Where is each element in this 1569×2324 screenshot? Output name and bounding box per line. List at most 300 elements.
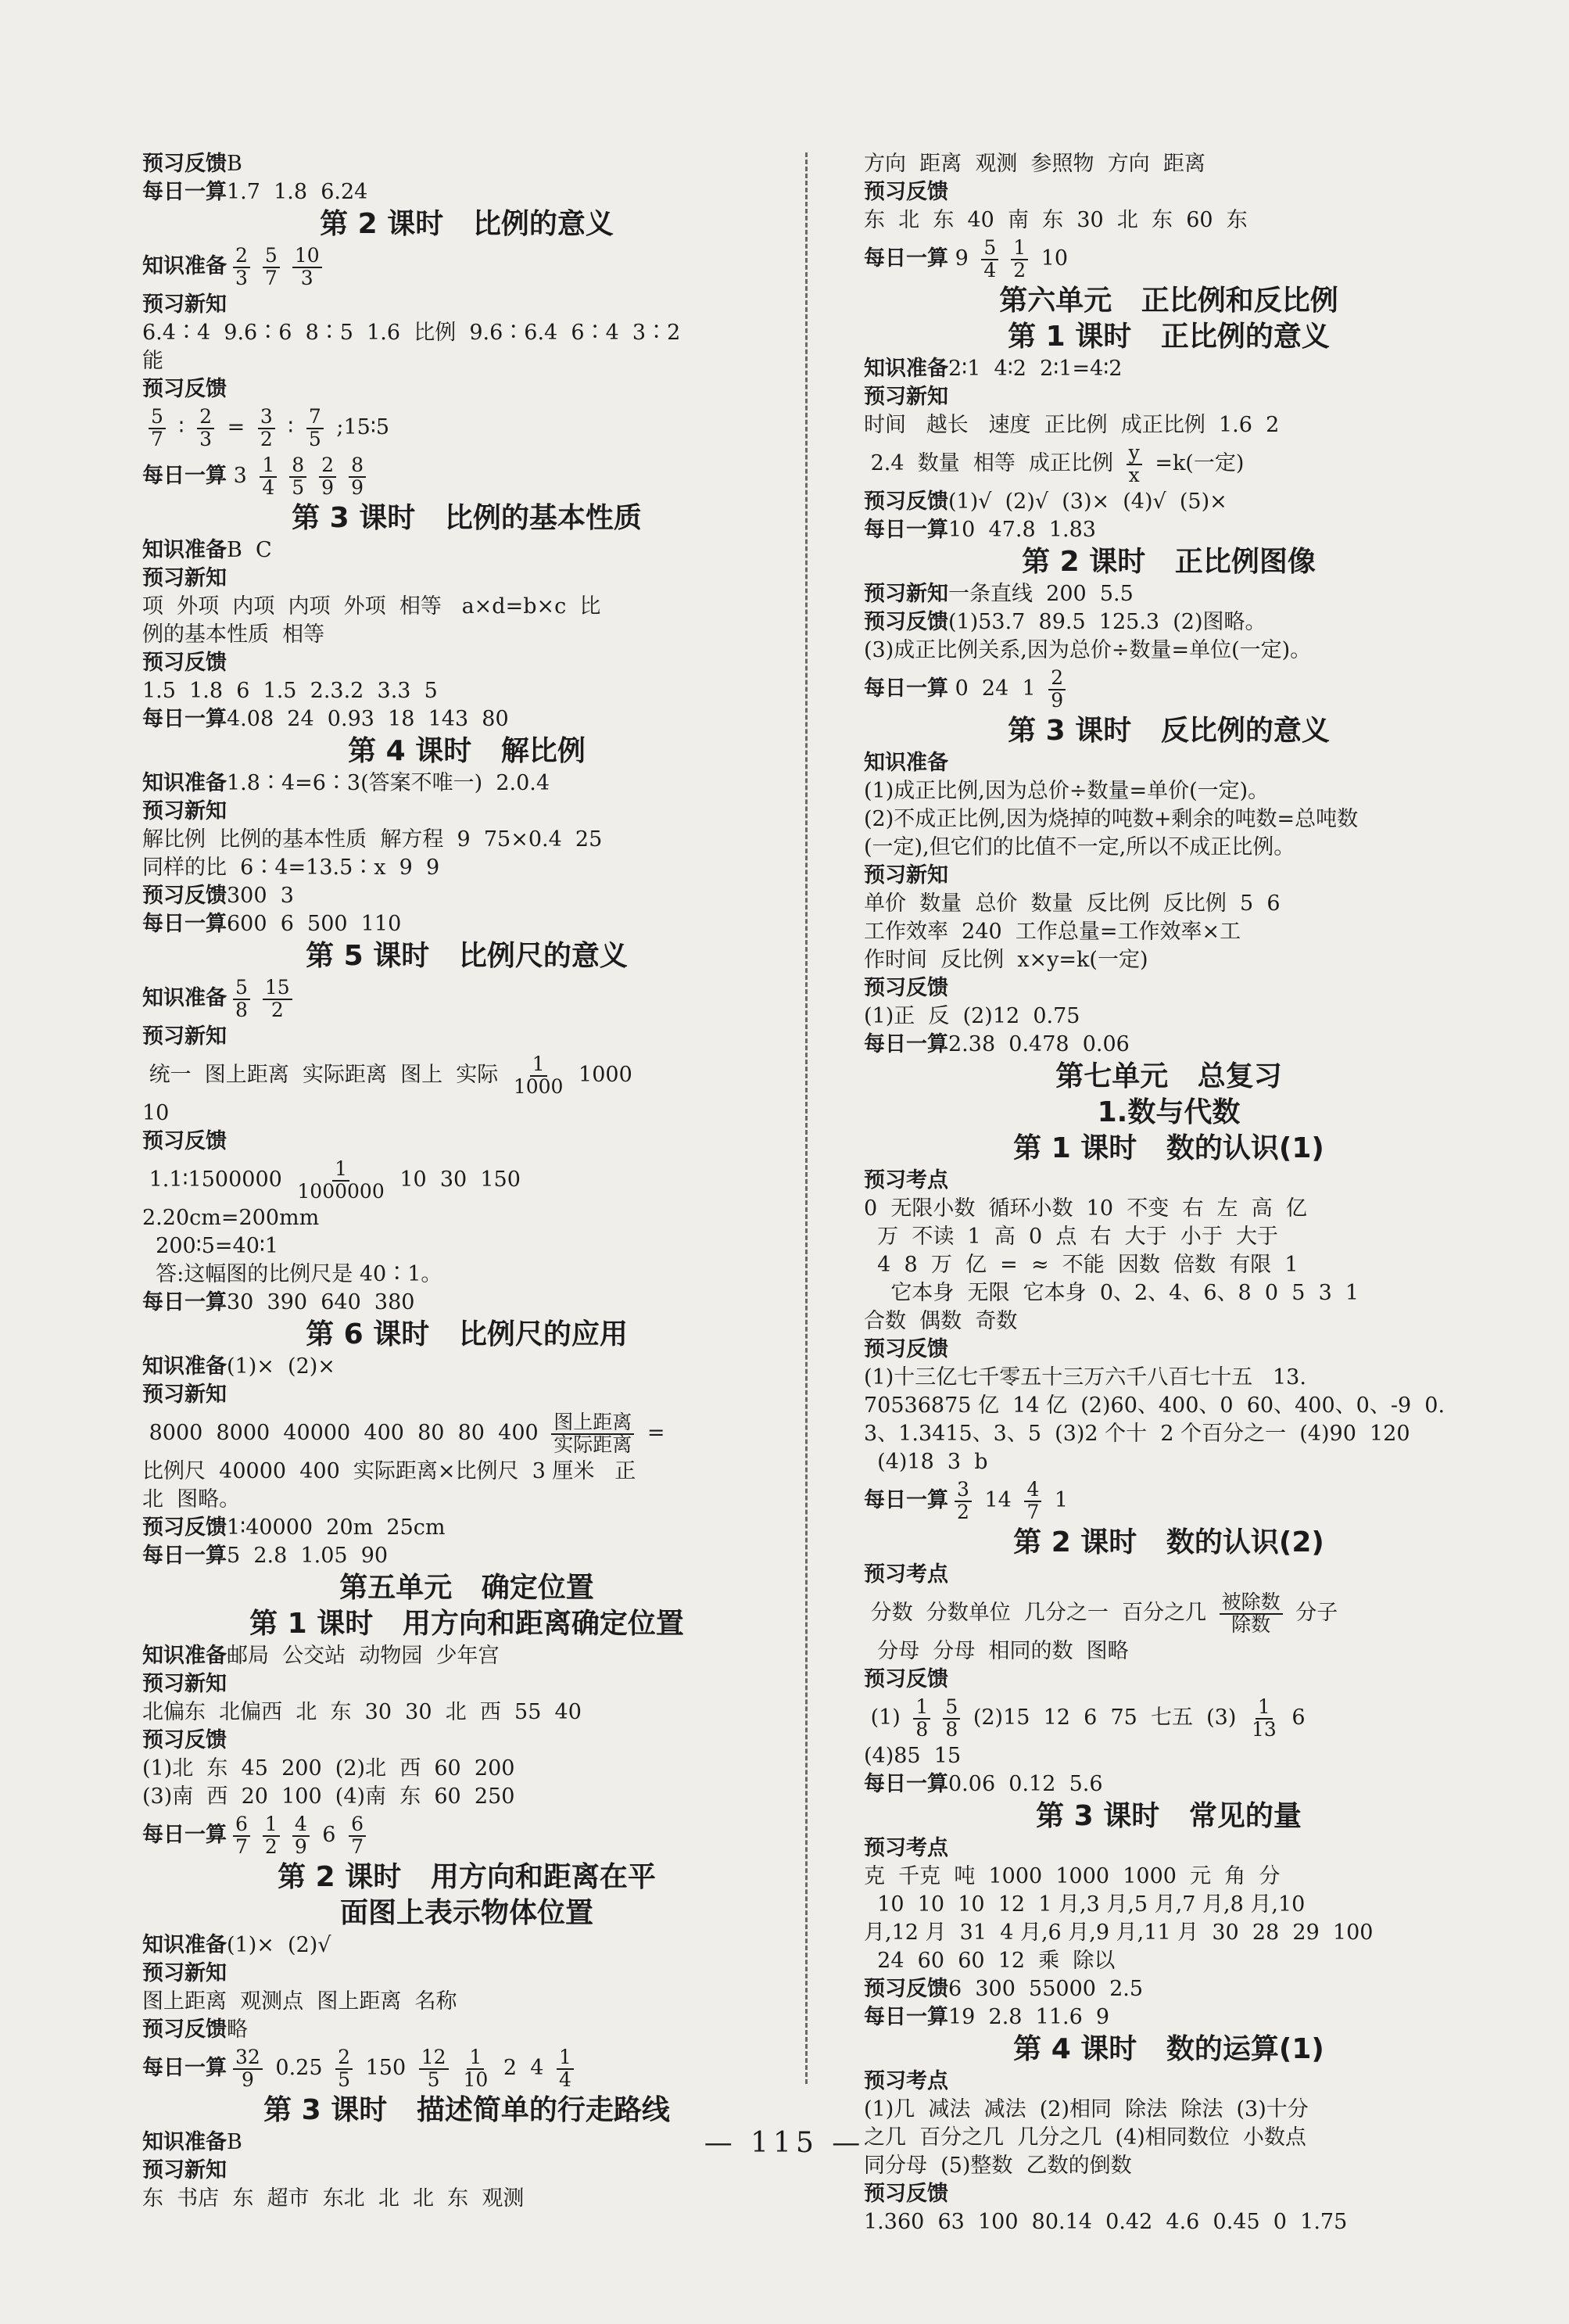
- section-heading: 第 1 课时 用方向和距离确定位置: [249, 1608, 684, 1640]
- fraction-denominator: 2: [957, 1500, 969, 1523]
- right-column: [864, 150, 1474, 2236]
- fraction: [419, 2047, 449, 2090]
- fraction-numerator: 6: [349, 1814, 366, 1836]
- answer-label: 每日一算: [864, 1488, 948, 1512]
- fraction-numerator: 15: [263, 977, 292, 999]
- answer-line: [142, 1931, 791, 1960]
- answer-label: 预习考点: [864, 2069, 948, 2093]
- answer-line: [864, 2180, 1474, 2208]
- answer-text: (1)十三亿七千零五十三万六千八百七十五 13.: [864, 1365, 1306, 1390]
- answer-line: [864, 1364, 1474, 1392]
- answer-line: [864, 1666, 1474, 1694]
- answer-line: [142, 403, 791, 452]
- answer-text: 70536875 亿 14 亿 (2)60、400、0 60、400、0、-9 0.: [864, 1393, 1445, 1418]
- answer-line: [864, 1279, 1474, 1307]
- answer-label: 每日一算: [142, 912, 227, 936]
- section-heading: 第 1 课时 正比例的意义: [1008, 321, 1330, 353]
- answer-line: [864, 2068, 1474, 2096]
- answer-text: 同分母 (5)整数 乙数的倒数: [864, 2154, 1132, 2178]
- fraction-numerator: 1: [530, 1054, 547, 1076]
- fraction: [258, 407, 275, 450]
- answer-line: [142, 1670, 791, 1698]
- fraction-denominator: 7: [151, 427, 163, 450]
- answer-text: 东 书店 东 超市 东北 北 北 东 观测: [142, 2186, 525, 2211]
- answer-text: 作时间 反比例 x×y=k(一定): [864, 948, 1148, 972]
- answer-text: (3)成正比例关系,因为总价÷数量=单位(一定)。: [864, 638, 1312, 662]
- answer-text: 300 3: [227, 884, 294, 908]
- answer-text: 北偏东 北偏西 北 东 30 30 北 西 55 40: [142, 1700, 582, 1724]
- answer-label: 预习反馈: [864, 976, 948, 1000]
- answer-label: 预习反馈: [142, 1515, 227, 1540]
- answer-text: 能: [142, 349, 163, 373]
- answer-line: [142, 1988, 791, 2016]
- answer-line: [142, 854, 791, 882]
- answer-text: 6 300 55000 2.5: [948, 1977, 1144, 2001]
- answer-text: 30 390 640 380: [227, 1290, 415, 1314]
- answer-text: 3: [227, 464, 254, 488]
- answer-line: [864, 1637, 1474, 1666]
- answer-line: [142, 2016, 791, 2044]
- answer-line: [864, 805, 1474, 834]
- answer-line: [864, 1947, 1474, 1975]
- answer-text: (1)√ (2)√ (3)× (4)√ (5)×: [948, 490, 1227, 514]
- fraction: [335, 2047, 353, 2090]
- fraction: [551, 1412, 634, 1455]
- answer-line: [142, 319, 791, 347]
- fraction: [263, 246, 280, 289]
- answer-line: [864, 834, 1474, 862]
- answer-line: [142, 291, 791, 319]
- answer-text: 1.360 63 100 80.14 0.42 4.6 0.45 0 1.75: [864, 2210, 1348, 2234]
- fraction-denominator: 10: [463, 2068, 489, 2091]
- answer-line: [864, 1863, 1474, 1891]
- section-heading: 第 3 课时 反比例的意义: [1008, 715, 1330, 747]
- answer-line: [864, 1336, 1474, 1364]
- fraction-numerator: 3: [258, 407, 275, 429]
- fraction: [292, 246, 322, 289]
- answer-text: 4.08 24 0.93 18 143 80: [227, 707, 509, 731]
- fraction-denominator: 1000000: [297, 1179, 385, 1203]
- section-heading: 第六单元 正比例和反比例: [999, 285, 1338, 317]
- answer-label: 每日一算: [142, 2056, 227, 2080]
- answer-label: 知识准备: [864, 751, 948, 775]
- fraction-denominator: 2: [264, 1834, 278, 1858]
- answer-label: 预习新知: [142, 1672, 227, 1696]
- fraction-denominator: 3: [235, 266, 248, 289]
- fraction: [260, 455, 277, 498]
- answer-line: [142, 1289, 791, 1317]
- answer-text: 10 47.8 1.83: [948, 518, 1096, 542]
- answer-line: [142, 649, 791, 677]
- fraction-denominator: 7: [264, 266, 278, 289]
- answer-label: 预习反馈: [142, 377, 227, 401]
- fraction-denominator: 4: [559, 2068, 571, 2091]
- answer-label: 预习新知: [142, 1024, 227, 1049]
- fraction: [557, 2047, 574, 2090]
- fraction-denominator: x: [1128, 463, 1140, 486]
- answer-text: 2 4: [496, 2056, 551, 2080]
- answer-text: 600 6 500 110: [227, 912, 402, 936]
- fraction: [1127, 443, 1142, 486]
- answer-text: B C: [227, 538, 272, 562]
- answer-text: (2)不成正比例,因为烧掉的吨数+剩余的吨数=总吨数: [864, 807, 1359, 831]
- answer-label: 预习反馈: [142, 884, 227, 908]
- answer-line: [142, 1381, 791, 1409]
- fraction-numerator: 被除数: [1220, 1592, 1283, 1614]
- answer-text: 10: [1034, 246, 1075, 271]
- answer-line: [142, 1458, 791, 1486]
- fraction: [233, 1814, 250, 1857]
- answer-line: [864, 918, 1474, 946]
- fraction: [349, 455, 366, 498]
- answer-line: [864, 862, 1474, 890]
- fraction-numerator: 1: [260, 455, 277, 477]
- answer-label: 预习反馈: [142, 2017, 227, 2042]
- answer-line: [864, 1002, 1474, 1031]
- column-divider: [805, 152, 808, 2084]
- fraction-numerator: 1: [913, 1697, 930, 1719]
- answer-label: 知识准备: [142, 1933, 227, 1957]
- fraction-denominator: 7: [1026, 1500, 1040, 1523]
- section-heading: 面图上表示物体位置: [339, 1897, 593, 1929]
- answer-label: 预习反馈: [864, 2182, 948, 2206]
- answer-line: [864, 1589, 1474, 1637]
- fraction-denominator: 9: [321, 475, 335, 499]
- answer-text: 2.38 0.478 0.06: [948, 1032, 1130, 1056]
- answer-line: [142, 1128, 791, 1156]
- fraction-numerator: 8: [289, 455, 306, 477]
- answer-line: [864, 890, 1474, 918]
- fraction-denominator: 5: [427, 2068, 440, 2091]
- answer-text: 8000 8000 40000 400 80 80 400: [142, 1421, 546, 1445]
- fraction: [1249, 1697, 1279, 1740]
- answer-label: 知识准备: [142, 254, 227, 278]
- answer-text: (1)× (2)×: [227, 1354, 335, 1379]
- fraction: [981, 238, 998, 281]
- fraction: [197, 407, 214, 450]
- fraction-denominator: 8: [235, 998, 248, 1021]
- fraction-denominator: 除数: [1231, 1612, 1271, 1636]
- answer-line: [864, 1834, 1474, 1863]
- answer-text: 1.1∶1500000: [142, 1167, 289, 1192]
- answer-label: 每日一算: [142, 1544, 227, 1568]
- answer-text: 0 24 1: [948, 676, 1043, 701]
- fraction: [233, 977, 250, 1020]
- answer-line: [142, 150, 791, 178]
- answer-text: 同样的比 6∶4=13.5∶x 9 9: [142, 855, 440, 880]
- answer-label: 预习新知: [142, 799, 227, 823]
- fraction: [1220, 1592, 1283, 1635]
- answer-line: [864, 1195, 1474, 1223]
- answer-text: 0 无限小数 循环小数 10 不变 右 左 高 亿: [864, 1196, 1307, 1221]
- answer-text: =: [640, 1421, 672, 1445]
- section-heading: 第 2 课时 正比例图像: [1022, 546, 1316, 578]
- answer-text: B: [227, 152, 242, 176]
- answer-label: 每日一算: [864, 2005, 948, 2029]
- answer-label: 预习反馈: [864, 490, 948, 514]
- answer-label: 知识准备: [864, 357, 948, 381]
- answer-line: [142, 2044, 791, 2093]
- answer-text: 1.5 1.8 6 1.5 2.3.2 3.3 5: [142, 679, 438, 703]
- fraction-numerator: 3: [955, 1479, 972, 1501]
- answer-line: [864, 974, 1474, 1002]
- answer-line: [142, 452, 791, 500]
- answer-text: 分母 分母 相同的数 图略: [864, 1639, 1129, 1663]
- answer-line: [864, 411, 1474, 439]
- answer-text: (4)18 3 b: [864, 1450, 988, 1474]
- answer-line: [864, 608, 1474, 637]
- answer-line: [142, 910, 791, 938]
- fraction-denominator: 7: [351, 1834, 364, 1858]
- fraction-numerator: 4: [1024, 1479, 1041, 1501]
- answer-text: 1∶40000 20m 25cm: [227, 1515, 446, 1540]
- fraction-denominator: 1000: [513, 1074, 564, 1098]
- answer-label: 预习新知: [864, 863, 948, 888]
- answer-line: [864, 488, 1474, 516]
- answer-text: 时间 越长 速度 正比例 成正比例 1.6 2: [864, 413, 1280, 437]
- answer-label: 每日一算: [142, 1290, 227, 1314]
- answer-text: 6: [1284, 1705, 1313, 1730]
- fraction: [149, 407, 166, 450]
- answer-label: 预习新知: [142, 1383, 227, 1407]
- answer-text: B: [227, 2130, 242, 2154]
- answer-label: 知识准备: [142, 2130, 227, 2154]
- fraction: [263, 977, 292, 1020]
- answer-text: (1)× (2)√: [227, 1933, 331, 1957]
- fraction-denominator: 8: [915, 1717, 929, 1741]
- answer-text: 2.4 数量 相等 成正比例: [864, 451, 1120, 475]
- fraction-denominator: 8: [945, 1717, 958, 1741]
- answer-label: 知识准备: [142, 1644, 227, 1668]
- answer-text: 1.8∶4=6∶3(答案不唯一) 2.0.4: [227, 771, 550, 795]
- answer-line: [142, 2185, 791, 2213]
- answer-line: [864, 383, 1474, 411]
- fraction-numerator: 1: [263, 1814, 280, 1836]
- answer-line: [142, 1232, 791, 1261]
- answer-line: [142, 178, 791, 206]
- answer-line: [142, 1542, 791, 1570]
- answer-line: [142, 826, 791, 854]
- answer-text: 克 千克 吨 1000 1000 1000 元 角 分: [864, 1864, 1281, 1888]
- fraction: [289, 455, 306, 498]
- answer-text: 2∶1 4∶2 2∶1=4∶2: [948, 357, 1123, 381]
- answer-line: [864, 1742, 1474, 1770]
- answer-text: 0.06 0.12 5.6: [948, 1772, 1103, 1796]
- answer-text: 略: [227, 2017, 248, 2042]
- answer-line: [864, 1167, 1474, 1195]
- fraction-denominator: 2: [260, 427, 273, 450]
- answer-text: =: [220, 415, 252, 439]
- answer-label: 知识准备: [142, 771, 227, 795]
- fraction-denominator: 3: [199, 427, 213, 450]
- answer-text: 单价 数量 总价 数量 反比例 反比例 5 6: [864, 891, 1281, 916]
- fraction-numerator: 1: [557, 2047, 574, 2069]
- answer-text: ∶: [281, 415, 300, 439]
- section-heading: 第七单元 总复习: [1055, 1060, 1282, 1092]
- answer-text: 1.7 1.8 6.24: [227, 180, 368, 204]
- answer-text: 例的基本性质 相等: [142, 622, 325, 647]
- answer-text: (1): [864, 1705, 908, 1730]
- answer-label: 知识准备: [142, 986, 227, 1010]
- answer-line: [864, 1448, 1474, 1476]
- fraction-numerator: 5: [263, 246, 280, 267]
- answer-line: [142, 1486, 791, 1514]
- answer-line: [864, 439, 1474, 488]
- fraction-numerator: 5: [981, 238, 998, 260]
- answer-line: [864, 1975, 1474, 2003]
- answer-line: [142, 1642, 791, 1670]
- section-heading: 第 4 课时 数的运算(1): [1013, 2033, 1324, 2065]
- answer-label: 每日一算: [864, 246, 948, 271]
- fraction: [1024, 1479, 1041, 1522]
- answer-text: 方向 距离 观测 参照物 方向 距离: [864, 152, 1205, 176]
- answer-text: 工作效率 240 工作总量=工作效率×工: [864, 920, 1241, 944]
- answer-line: [142, 798, 791, 826]
- answer-text: 10 30 150: [392, 1167, 528, 1192]
- answer-text: (3)南 西 20 100 (4)南 东 60 250: [142, 1784, 515, 1809]
- answer-text: 比例尺 40000 400 实际距离×比例尺 3 厘米 正: [142, 1459, 636, 1483]
- fraction-denominator: 2: [1013, 258, 1026, 282]
- fraction: [955, 1479, 972, 1522]
- answer-label: 预习反馈: [142, 1129, 227, 1153]
- answer-line: [864, 516, 1474, 544]
- answer-line: [142, 1409, 791, 1458]
- section-heading: 第 4 课时 解比例: [348, 735, 586, 767]
- answer-line: [142, 1727, 791, 1755]
- answer-line: [864, 235, 1474, 283]
- section-heading: 第五单元 确定位置: [339, 1572, 594, 1604]
- fraction-denominator: 9: [294, 1834, 307, 1858]
- answer-line: [142, 242, 791, 291]
- answer-text: 4 8 万 亿 = ≈ 不能 因数 倍数 有限 1: [864, 1253, 1299, 1277]
- answer-line: [142, 375, 791, 403]
- answer-line: [864, 355, 1474, 383]
- answer-line: [142, 1261, 791, 1289]
- answer-label: 每日一算: [142, 1823, 227, 1847]
- answer-line: [864, 2096, 1474, 2124]
- answer-line: [142, 1514, 791, 1542]
- fraction: [511, 1054, 566, 1097]
- section-heading: 第 3 课时 常见的量: [1036, 1800, 1302, 1832]
- fraction-numerator: 2: [335, 2047, 353, 2069]
- fraction: [233, 246, 250, 289]
- answer-text: 图上距离 观测点 图上距离 名称: [142, 1989, 457, 2014]
- answer-line: [864, 1223, 1474, 1251]
- fraction-numerator: 6: [233, 1814, 250, 1836]
- answer-text: 1: [1048, 1488, 1075, 1512]
- answer-label: 预习新知: [142, 2158, 227, 2182]
- answer-text: 10 10 10 12 1 月,3 月,5 月,7 月,8 月,10: [864, 1892, 1306, 1917]
- answer-line: [864, 1031, 1474, 1059]
- fraction-numerator: 32: [233, 2047, 263, 2069]
- section-heading: 第 2 课时 用方向和距离在平: [278, 1861, 656, 1893]
- answer-text: (1)正 反 (2)12 0.75: [864, 1004, 1080, 1028]
- fraction-numerator: 2: [319, 455, 336, 477]
- answer-line: [142, 1755, 791, 1783]
- fraction: [306, 407, 324, 450]
- answer-label: 每日一算: [142, 707, 227, 731]
- fraction: [461, 2047, 491, 2090]
- answer-line: [142, 2157, 791, 2185]
- answer-text: 6.4∶4 9.6∶6 8∶5 1.6 比例 9.6∶6.4 6∶4 3∶2: [142, 321, 681, 345]
- answer-line: [864, 206, 1474, 235]
- fraction: [233, 2047, 263, 2090]
- answer-text: 一条直线 200 5.5: [948, 582, 1134, 606]
- answer-line: [142, 1204, 791, 1232]
- answer-text: 之几 百分之几 几分之几 (4)相同数位 小数点: [864, 2125, 1306, 2150]
- answer-label: 预习新知: [864, 385, 948, 409]
- answer-text: (1)几 减法 减法 (2)相同 除法 除法 (3)十分: [864, 2097, 1309, 2121]
- answer-text: 200∶5=40∶1: [142, 1234, 279, 1258]
- answer-text: 0.25: [268, 2056, 330, 2080]
- fraction-denominator: 4: [983, 258, 997, 282]
- answer-line: [864, 1770, 1474, 1799]
- fraction-denominator: 5: [292, 475, 305, 499]
- answer-text: 14: [977, 1488, 1019, 1512]
- answer-label: 预习反馈: [142, 1728, 227, 1752]
- answer-text: 6: [315, 1823, 343, 1847]
- answer-text: 10: [142, 1101, 170, 1125]
- answer-line: [864, 1251, 1474, 1279]
- answer-text: (1)53.7 89.5 125.3 (2)图略。: [948, 610, 1266, 634]
- left-column: [142, 150, 791, 2213]
- section-heading: 第 2 课时 比例的意义: [320, 208, 614, 240]
- answer-label: 预习考点: [864, 1836, 948, 1860]
- answer-line: [142, 536, 791, 565]
- answer-label: 知识准备: [142, 1354, 227, 1379]
- section-heading: 第 5 课时 比例尺的意义: [306, 940, 628, 972]
- answer-line: [864, 150, 1474, 178]
- answer-line: [142, 1156, 791, 1204]
- fraction-numerator: 2: [233, 246, 250, 267]
- answer-text: 分数 分数单位 几分之一 百分之几: [864, 1601, 1213, 1625]
- answer-line: [864, 1307, 1474, 1336]
- answer-line: [864, 1476, 1474, 1525]
- answer-label: 预习反馈: [864, 610, 948, 634]
- fraction: [1048, 668, 1066, 711]
- answer-text: 1000: [571, 1063, 639, 1087]
- answer-line: [142, 347, 791, 375]
- fraction-denominator: 实际距离: [553, 1433, 632, 1456]
- answer-label: 每日一算: [864, 1772, 948, 1796]
- answer-text: 答:这幅图的比例尺是 40∶1。: [142, 1262, 442, 1286]
- answer-line: [142, 593, 791, 621]
- answer-text: (1)成正比例,因为总价÷数量=单价(一定)。: [864, 779, 1270, 803]
- answer-text: 150: [359, 2056, 413, 2080]
- fraction-numerator: 8: [349, 455, 366, 477]
- fraction-numerator: 2: [1048, 668, 1066, 690]
- answer-text: 合数 偶数 奇数: [864, 1309, 1018, 1333]
- answer-label: 预习反馈: [864, 1337, 948, 1361]
- answer-text: 24 60 60 12 乘 除以: [864, 1949, 1116, 1973]
- answer-line: [864, 2003, 1474, 2032]
- answer-line: [864, 580, 1474, 608]
- answer-line: [864, 1891, 1474, 1919]
- fraction-denominator: 3: [300, 266, 313, 289]
- answer-label: 预习考点: [864, 1168, 948, 1192]
- section-heading: 第 1 课时 数的认识(1): [1013, 1132, 1324, 1164]
- answer-line: [864, 1561, 1474, 1589]
- answer-text: 万 不读 1 高 0 点 右 大于 小于 大于: [864, 1225, 1279, 1249]
- answer-text: 3、1.3415、3、5 (3)2 个十 2 个百分之一 (4)90 120: [864, 1422, 1410, 1446]
- answer-label: 预习反馈: [142, 651, 227, 675]
- answer-label: 知识准备: [142, 538, 227, 562]
- fraction-denominator: 7: [235, 1834, 248, 1858]
- answer-line: [142, 565, 791, 593]
- answer-line: [864, 1392, 1474, 1420]
- section-heading: 第 3 课时 比例的基本性质: [292, 502, 642, 534]
- answer-line: [142, 705, 791, 733]
